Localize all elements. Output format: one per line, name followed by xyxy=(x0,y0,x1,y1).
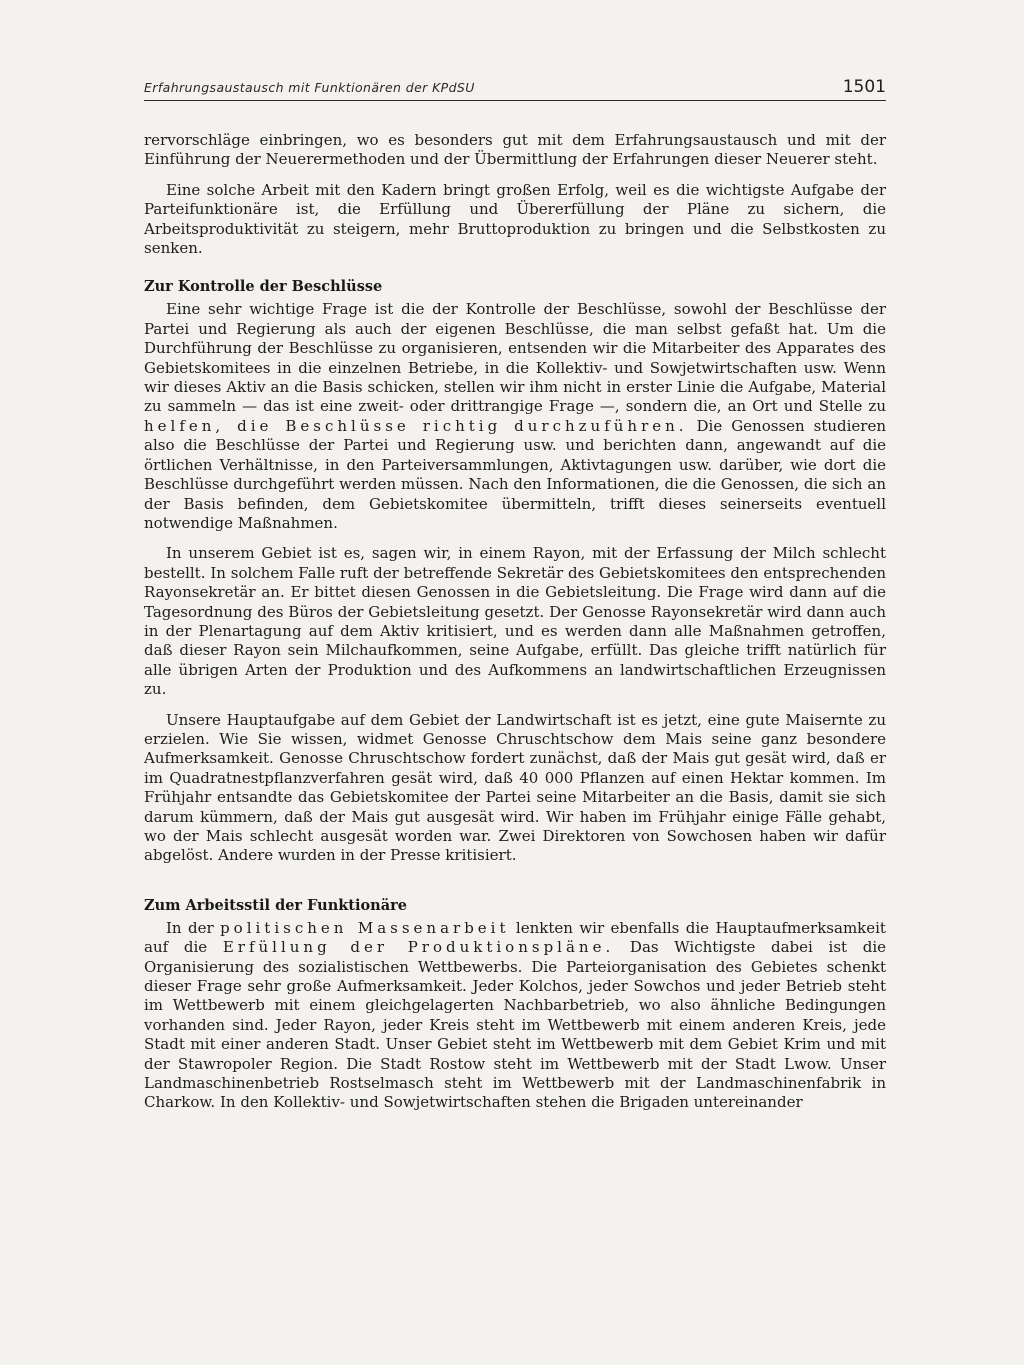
section-heading-working-style: Zum Arbeitsstil der Funktionäre xyxy=(144,896,407,914)
paragraph-mass-work-text-b: lenkten wir ebenfalls die Hauptaufmerksamkeit auf die xyxy=(144,918,886,957)
paragraph-continuation: rervorschläge einbringen, wo es besonders gut mit dem Erfahrungsaustausch und mit der Einführung der Neuerermethoden und der Übermittlung der Erfahrungen dieser Neuerer steht. xyxy=(144,131,886,169)
section-decision-control xyxy=(144,277,886,865)
running-header xyxy=(144,70,886,101)
emphasis-help-implement: helfen, die Beschlüsse richtig durchzuführen. xyxy=(144,416,688,435)
section-working-style xyxy=(144,896,886,1113)
paragraph-decision-control xyxy=(144,300,886,533)
paragraph-mass-work-text-c: Das Wichtigste dabei ist die Organisierung des sozialistischen Wettbewerbs. Die Parteiorganisation des Gebietes schenkt dieser Frage sehr große Aufmerksamkeit. Jeder Kolchos, jeder Sowchos und jeder Betrieb steht im Wettbewerb mit einem gleichgelagerten Nachbarbetrieb, wo also ähnliche Bedingungen vorhanden sind. Jeder Rayon, jeder Kreis steht im Wettbewerb mit einem anderen Kreis, jede Stadt mit einer anderen Stadt. Unser Gebiet steht im Wettbewerb mit dem Gebiet Krim und mit der Stawropoler Region. Die Stadt Rostow steht im Wettbewerb mit der Stadt Lwow. Unser Landmaschinenbetrieb Rostselmasch steht im Wettbewerb mit der Landmaschinenfabrik in Charkow. In den Kollektiv- und Sowjetwirtschaften stehen die Brigaden untereinander xyxy=(144,938,887,1112)
paragraph-decision-control-text-b: Die Genossen studieren also die Beschlüsse der Partei und Regierung usw. und berichten dann, angewandt auf die örtlichen Verhältnisse, in den Parteiversammlungen, Aktivtagungen usw. darüber, wie dort die Beschlüsse durchgeführt werden müssen. Nach den Informationen, die die Genossen, die sich an der Basis befinden, dem Gebietskomitee übermitteln, trifft dieses seinerseits eventuell notwendige Maßnahmen. xyxy=(144,416,887,532)
paragraph-decision-control-text-a: Eine sehr wichtige Frage ist die der Kontrolle der Beschlüsse, sowohl der Beschlüsse der Partei und Regierung als auch der eigenen Beschlüsse, die man selbst gefaßt hat. Um die Durchführung der Beschlüsse zu organisieren, entsenden wir die Mitarbeiter des Apparates des Gebietskomitees in die einzelnen Betriebe, in die Kollektiv- und Sowjetwirtschaften usw. Wenn wir dieses Aktiv an die Basis schicken, stellen wir ihm nicht in erster Linie die Aufgabe, Material zu sammeln — das ist eine zweit- oder drittrangige Frage —, sondern die, an Ort und Stelle zu xyxy=(144,300,886,416)
document-page xyxy=(144,70,886,1113)
paragraph-mass-work xyxy=(144,919,886,1113)
body-text xyxy=(144,101,886,1113)
paragraph-mass-work-text-a: In der xyxy=(166,918,214,937)
paragraph-cadre-work: Eine solche Arbeit mit den Kadern bringt großen Erfolg, weil es die wichtigste Aufgabe der Parteifunktionäre ist, die Erfüllung und Übererfüllung der Pläne zu sichern, die Arbeitsproduktivität zu steigern, mehr Bruttoproduktion zu bringen und die Selbstkosten zu senken. xyxy=(144,180,886,258)
paragraph-maize-harvest: Unsere Hauptaufgabe auf dem Gebiet der Landwirtschaft ist es jetzt, eine gute Maisernte zu erzielen. Wie Sie wissen, widmet Genosse Chruschtschow dem Mais seine ganz besondere Aufmerksamkeit. Genosse Chruschtschow fordert zunächst, daß der Mais gut gesät wird, daß er im Quadratnestpflanzverfahren gesät wird, daß 40 000 Pflanzen auf einen Hektar kommen. Im Frühjahr entsandte das Gebietskomitee der Partei seine Mitarbeiter an die Basis, damit sie sich darum kümmern, daß der Mais gut ausgesät wird. Wir haben im Frühjahr einige Fälle gehabt, wo der Mais schlecht ausgesät worden war. Zwei Direktoren von Sowchosen haben wir dafür abgelöst. Andere wurden in der Presse kritisiert. xyxy=(144,710,886,865)
emphasis-production-plans: Erfüllung der Produktionspläne. xyxy=(222,938,615,957)
running-title: Erfahrungsaustausch mit Funktionären der KPdSU xyxy=(144,80,475,95)
emphasis-political-mass-work: politischen Massenarbeit xyxy=(220,918,510,937)
section-heading-decision-control: Zur Kontrolle der Beschlüsse xyxy=(144,278,383,296)
paragraph-milk-rayon: In unserem Gebiet ist es, sagen wir, in einem Rayon, mit der Erfassung der Milch schlecht bestellt. In solchem Falle ruft der betreffende Sekretär des Gebietskomitees den entsprechenden Rayonsekretär an. Er bittet diesen Genossen in die Gebietsleitung. Die Frage wird dann auf die Tagesordnung des Büros der Gebietsleitung gesetzt. Der Genosse Rayonsekretär wird dann auch in der Plenartagung auf dem Aktiv kritisiert, und es werden dann alle Maßnahmen getroffen, daß dieser Rayon sein Milchaufkommen, seine Aufgabe, erfüllt. Das gleiche trifft natürlich für alle übrigen Arten der Produktion und des Aufkommens an landwirtschaftlichen Erzeugnissen zu. xyxy=(144,544,886,699)
page-number: 1501 xyxy=(842,77,886,97)
